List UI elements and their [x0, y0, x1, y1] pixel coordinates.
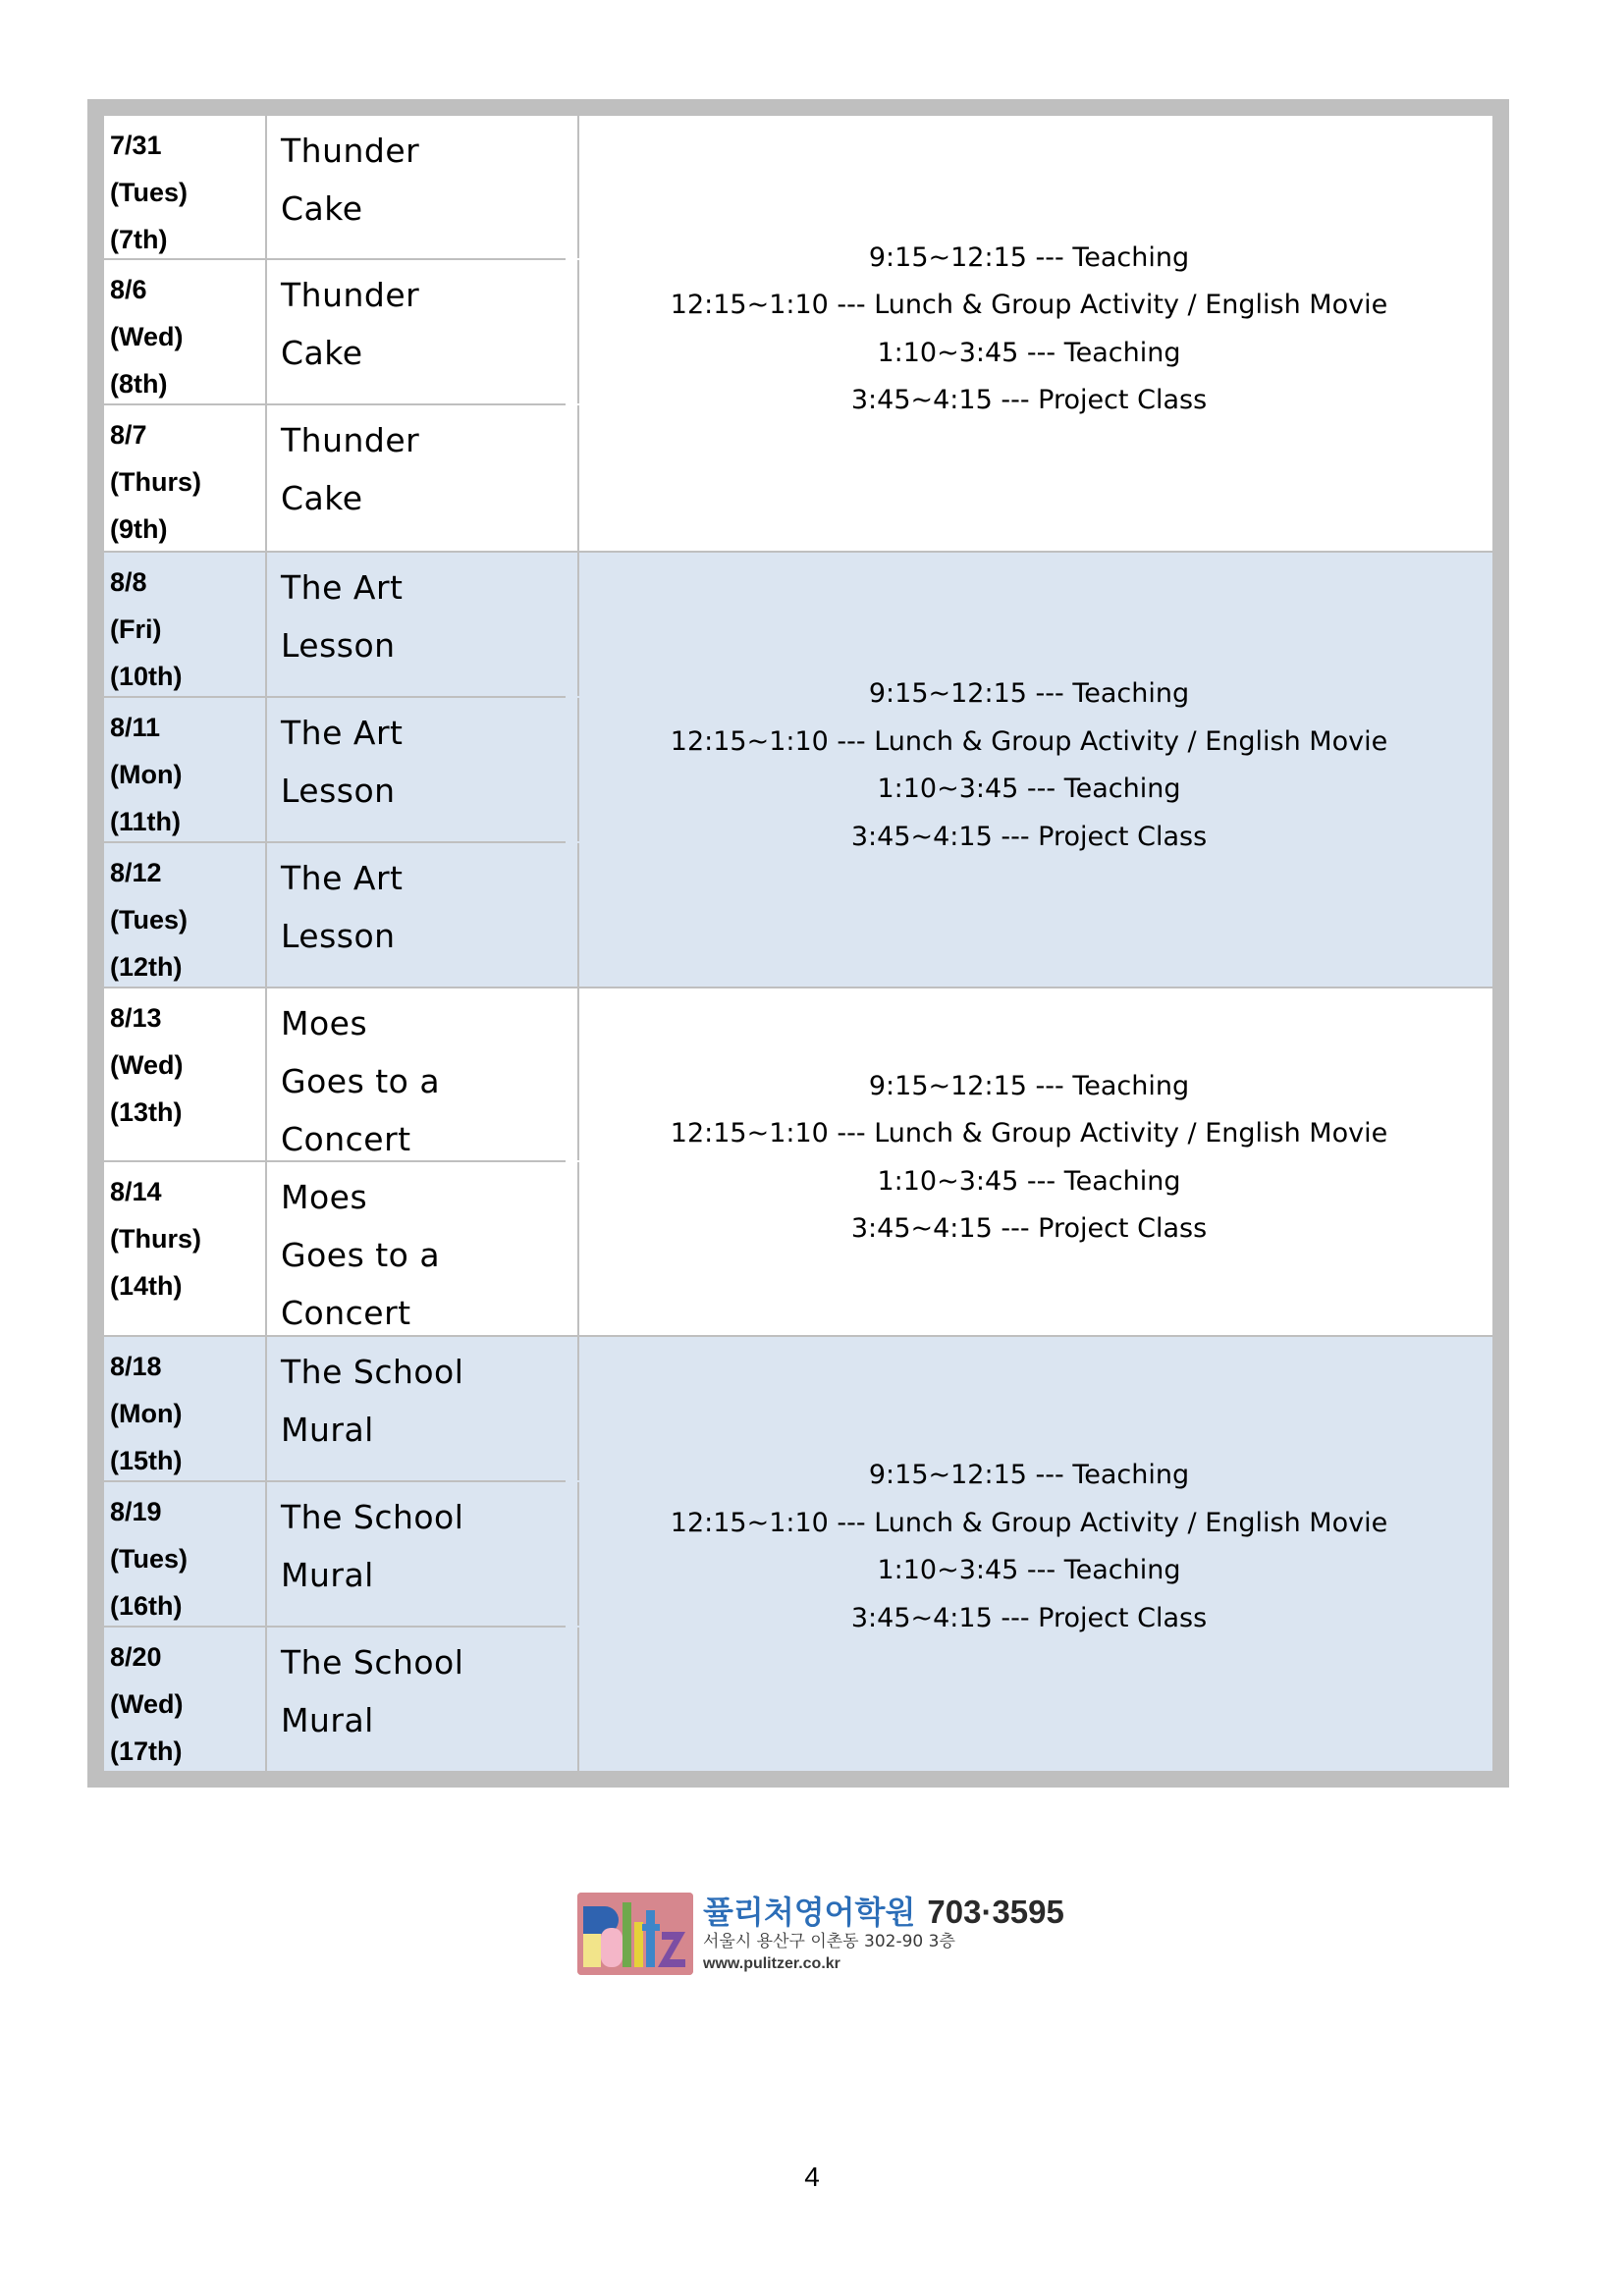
weekday-text: (Thurs): [110, 467, 201, 497]
book-title-line: The Art: [281, 568, 404, 607]
date-text: 8/18: [110, 1352, 162, 1381]
session-rows: [104, 1337, 566, 1771]
date-cell: [104, 260, 267, 403]
table-row: [104, 260, 566, 405]
weekday-text: (Tues): [110, 1544, 188, 1574]
academy-name: 퓰리처영어학원: [703, 1894, 916, 1931]
session-rows: [104, 553, 566, 987]
table-row: [104, 1482, 566, 1628]
academy-logo-banner: [577, 1893, 1064, 1975]
schedule-block: [104, 551, 1492, 987]
schedule-block: [104, 987, 1492, 1335]
book-cell: [267, 116, 579, 258]
academy-website: www.pulitzer.co.kr: [703, 1955, 840, 1972]
book-cell: [267, 405, 579, 551]
date-text: 8/20: [110, 1642, 162, 1672]
session-number: (14th): [110, 1271, 183, 1301]
session-number: (9th): [110, 514, 168, 544]
schedule-line: 1:10~3:45 --- Teaching: [877, 1555, 1181, 1585]
date-text: 8/12: [110, 858, 162, 887]
book-title-line: Thunder: [281, 276, 420, 314]
session-rows: [104, 116, 566, 551]
book-title-line: The School: [281, 1498, 464, 1536]
schedule-line: 12:15~1:10 --- Lunch & Group Activity / English Movie: [670, 290, 1388, 320]
book-title-line: Thunder: [281, 132, 420, 170]
date-cell: [104, 843, 267, 987]
book-cell: [267, 1482, 579, 1626]
schedule-line: 9:15~12:15 --- Teaching: [868, 678, 1190, 709]
schedule-line: 3:45~4:15 --- Project Class: [850, 1213, 1208, 1244]
table-row: [104, 988, 566, 1162]
book-cell: [267, 553, 579, 696]
book-title-line: Mural: [281, 1411, 374, 1449]
table-row: [104, 1628, 566, 1771]
book-title-line: Thunder: [281, 421, 420, 459]
weekday-text: (Tues): [110, 178, 188, 207]
date-text: 8/19: [110, 1497, 162, 1526]
weekday-text: (Wed): [110, 1689, 184, 1719]
page-number: 4: [804, 2162, 820, 2192]
book-title-line: Concert: [281, 1294, 411, 1332]
book-title-line: Cake: [281, 189, 363, 228]
book-title-line: Lesson: [281, 917, 396, 955]
date-cell: [104, 1482, 267, 1626]
date-cell: [104, 988, 267, 1160]
date-cell: [104, 116, 267, 258]
book-cell: [267, 1337, 579, 1480]
academy-phone: 703·3595: [927, 1894, 1064, 1930]
table-row: [104, 553, 566, 698]
date-text: 8/7: [110, 420, 147, 450]
schedule-block: [104, 1335, 1492, 1771]
session-number: (16th): [110, 1591, 183, 1621]
date-cell: [104, 405, 267, 551]
schedule-line: 12:15~1:10 --- Lunch & Group Activity / English Movie: [670, 1118, 1388, 1148]
schedule-line: 3:45~4:15 --- Project Class: [850, 821, 1208, 852]
schedule-line: 9:15~12:15 --- Teaching: [868, 1070, 1190, 1101]
schedule-line: 9:15~12:15 --- Teaching: [868, 1460, 1190, 1490]
session-rows: [104, 988, 566, 1335]
date-text: 8/8: [110, 567, 147, 597]
schedule-line: 3:45~4:15 --- Project Class: [850, 385, 1208, 415]
book-title-line: The School: [281, 1643, 464, 1682]
schedule-line: 1:10~3:45 --- Teaching: [877, 337, 1181, 368]
book-title-line: Lesson: [281, 626, 396, 665]
date-cell: [104, 1337, 267, 1480]
book-title-line: Goes to a: [281, 1236, 441, 1274]
book-title-line: The Art: [281, 714, 404, 752]
weekday-text: (Fri): [110, 614, 162, 644]
book-title-line: Lesson: [281, 772, 396, 810]
book-title-line: Moes: [281, 1004, 368, 1042]
book-cell: [267, 988, 579, 1160]
book-title-line: Goes to a: [281, 1062, 441, 1100]
date-cell: [104, 698, 267, 841]
table-row: [104, 1337, 566, 1482]
date-text: 8/14: [110, 1177, 162, 1206]
date-text: 7/31: [110, 131, 162, 160]
academy-address: 서울시 용산구 이촌동 302-90 3층: [703, 1932, 955, 1951]
session-number: (11th): [110, 807, 182, 836]
schedule-line: 12:15~1:10 --- Lunch & Group Activity / English Movie: [670, 1507, 1388, 1538]
table-row: [104, 116, 566, 260]
book-title-line: Mural: [281, 1701, 374, 1739]
date-cell: [104, 1628, 267, 1771]
daily-schedule-cell: [566, 553, 1492, 987]
schedule-line: 9:15~12:15 --- Teaching: [868, 241, 1190, 273]
book-title-line: The School: [281, 1353, 464, 1391]
schedule-line: 1:10~3:45 --- Teaching: [877, 774, 1181, 804]
book-title-line: Concert: [281, 1120, 411, 1158]
book-title-line: The Art: [281, 859, 404, 897]
table-row: [104, 405, 566, 551]
weekday-text: (Mon): [110, 760, 183, 789]
book-cell: [267, 260, 579, 403]
date-text: 8/6: [110, 275, 147, 304]
session-number: (17th): [110, 1736, 183, 1766]
schedule-line: 12:15~1:10 --- Lunch & Group Activity / English Movie: [670, 725, 1388, 757]
date-text: 8/11: [110, 713, 161, 742]
schedule-line: 3:45~4:15 --- Project Class: [850, 1602, 1208, 1633]
book-title-line: Cake: [281, 334, 363, 372]
daily-schedule-cell: [566, 1337, 1492, 1771]
book-title-line: Cake: [281, 479, 363, 517]
session-number: (8th): [110, 369, 168, 399]
daily-schedule-cell: [566, 988, 1492, 1335]
book-title-line: Mural: [281, 1556, 374, 1594]
weekday-text: (Mon): [110, 1399, 183, 1428]
session-number: (7th): [110, 225, 168, 254]
session-number: (15th): [110, 1446, 183, 1475]
daily-schedule-cell: [566, 116, 1492, 551]
book-cell: [267, 843, 579, 987]
schedule-line: 1:10~3:45 --- Teaching: [877, 1165, 1181, 1197]
weekday-text: (Tues): [110, 905, 188, 934]
book-cell: [267, 1628, 579, 1771]
schedule-block: [104, 116, 1492, 551]
weekday-text: (Wed): [110, 322, 184, 351]
session-number: (10th): [110, 662, 183, 691]
table-row: [104, 1162, 566, 1335]
schedule-table: [87, 99, 1509, 1788]
academy-title-line: [703, 1894, 1064, 1931]
session-number: (13th): [110, 1097, 183, 1127]
session-number: (12th): [110, 952, 183, 982]
academy-info: [703, 1896, 1064, 1972]
book-title-line: Moes: [281, 1178, 368, 1216]
table-row: [104, 843, 566, 987]
weekday-text: (Wed): [110, 1050, 184, 1080]
pulitzer-logo-icon: [577, 1893, 693, 1975]
table-row: [104, 698, 566, 843]
date-text: 8/13: [110, 1003, 162, 1033]
weekday-text: (Thurs): [110, 1224, 201, 1254]
date-cell: [104, 553, 267, 696]
book-cell: [267, 698, 579, 841]
date-cell: [104, 1162, 267, 1335]
book-cell: [267, 1162, 579, 1335]
